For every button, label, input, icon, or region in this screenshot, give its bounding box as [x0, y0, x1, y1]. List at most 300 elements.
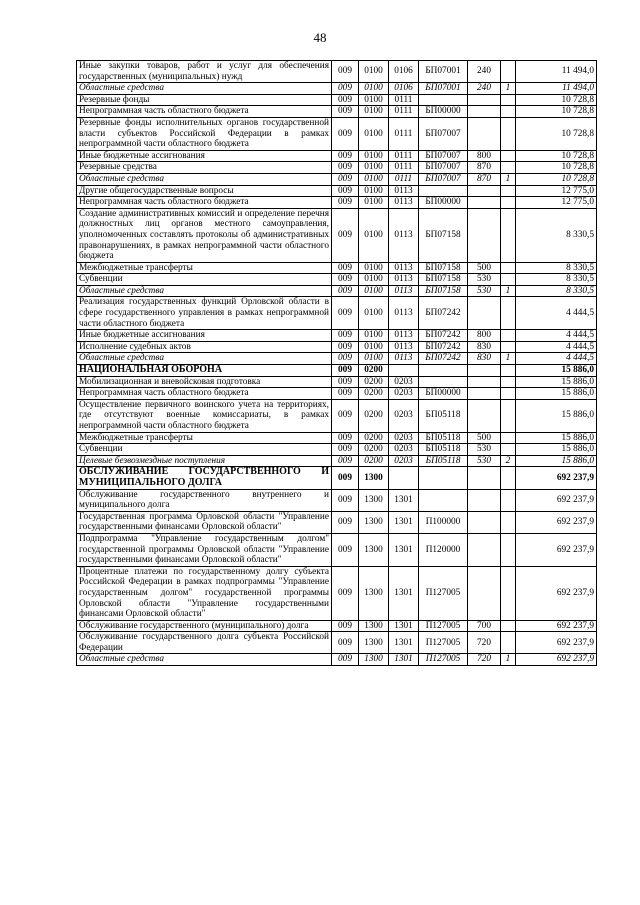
- subsection-code-cell: 0111: [389, 117, 419, 150]
- row-name-cell: Целевые безвозмездные поступления: [77, 455, 332, 467]
- subsection-code-cell: 0106: [389, 83, 419, 95]
- amount-cell: 8 330,5: [516, 208, 597, 262]
- amount-cell: 12 775,0: [516, 197, 597, 209]
- target-article-cell: БП05118: [419, 444, 468, 456]
- amount-cell: 692 237,9: [516, 533, 597, 566]
- amount-cell: 11 494,0: [516, 83, 597, 95]
- amount-cell: 15 886,0: [516, 455, 597, 467]
- ministry-code-cell: 009: [332, 353, 359, 365]
- section-code-cell: 0200: [359, 376, 389, 388]
- row-name-cell: Мобилизационная и вневойсковая подготовка: [77, 376, 332, 388]
- table-row: [77, 399, 597, 432]
- funding-source-cell: [501, 208, 516, 262]
- funding-source-cell: [501, 106, 516, 118]
- amount-cell: 4 444,5: [516, 330, 597, 342]
- row-name-cell: Непрограммная часть областного бюджета: [77, 106, 332, 118]
- expense-type-cell: 530: [468, 274, 501, 286]
- ministry-code-cell: 009: [332, 566, 359, 620]
- row-name-cell: Обслуживание государственного внутреннего и муниципального долга: [77, 489, 332, 511]
- target-article-cell: [419, 94, 468, 106]
- row-name-cell: Субвенции: [77, 274, 332, 286]
- ministry-code-cell: 009: [332, 262, 359, 274]
- row-name-cell: Подпрограмма "Управление государственным долгом" государственной программы Орловской области "Управление государственными финансами Орловской области": [77, 533, 332, 566]
- funding-source-cell: [501, 388, 516, 400]
- subsection-code-cell: 0113: [389, 262, 419, 274]
- ministry-code-cell: 009: [332, 285, 359, 297]
- subsection-code-cell: 0113: [389, 285, 419, 297]
- funding-source-cell: [501, 632, 516, 654]
- table-row: [77, 274, 597, 286]
- subsection-code-cell: 0203: [389, 444, 419, 456]
- subsection-code-cell: 0113: [389, 341, 419, 353]
- funding-source-cell: [501, 117, 516, 150]
- funding-source-cell: [501, 330, 516, 342]
- table-row: [77, 341, 597, 353]
- target-article-cell: БП07158: [419, 274, 468, 286]
- expense-type-cell: 800: [468, 330, 501, 342]
- ministry-code-cell: 009: [332, 117, 359, 150]
- ministry-code-cell: 009: [332, 274, 359, 286]
- section-code-cell: 0100: [359, 106, 389, 118]
- subsection-code-cell: 0111: [389, 94, 419, 106]
- section-code-cell: 0100: [359, 162, 389, 174]
- target-article-cell: П127005: [419, 620, 468, 632]
- table-row: [77, 61, 597, 83]
- row-name-cell: Резервные средства: [77, 162, 332, 174]
- section-code-cell: 0200: [359, 432, 389, 444]
- subsection-code-cell: [389, 365, 419, 377]
- amount-cell: 4 444,5: [516, 353, 597, 365]
- expense-type-cell: [468, 566, 501, 620]
- ministry-code-cell: 009: [332, 61, 359, 83]
- table-row: [77, 432, 597, 444]
- target-article-cell: [419, 489, 468, 511]
- target-article-cell: П127005: [419, 632, 468, 654]
- subsection-code-cell: 0113: [389, 297, 419, 330]
- amount-cell: 11 494,0: [516, 61, 597, 83]
- subsection-code-cell: 0111: [389, 106, 419, 118]
- target-article-cell: БП05118: [419, 432, 468, 444]
- subsection-code-cell: 1301: [389, 566, 419, 620]
- table-row: [77, 285, 597, 297]
- target-article-cell: [419, 365, 468, 377]
- table-row: [77, 632, 597, 654]
- expense-type-cell: [468, 511, 501, 533]
- funding-source-cell: 1: [501, 83, 516, 95]
- funding-source-cell: [501, 444, 516, 456]
- funding-source-cell: [501, 341, 516, 353]
- subsection-code-cell: 1301: [389, 533, 419, 566]
- expense-type-cell: 530: [468, 285, 501, 297]
- section-code-cell: 0200: [359, 388, 389, 400]
- subsection-code-cell: [389, 467, 419, 489]
- target-article-cell: П127005: [419, 654, 468, 666]
- row-name-cell: Резервные фонды: [77, 94, 332, 106]
- target-article-cell: БП07242: [419, 353, 468, 365]
- subsection-code-cell: 0113: [389, 330, 419, 342]
- target-article-cell: БП00000: [419, 388, 468, 400]
- expense-type-cell: [468, 399, 501, 432]
- expense-type-cell: [468, 467, 501, 489]
- ministry-code-cell: 009: [332, 173, 359, 185]
- subsection-code-cell: 0203: [389, 399, 419, 432]
- funding-source-cell: [501, 620, 516, 632]
- target-article-cell: БП07001: [419, 83, 468, 95]
- table-row: [77, 162, 597, 174]
- section-code-cell: 0100: [359, 197, 389, 209]
- ministry-code-cell: 009: [332, 365, 359, 377]
- row-name-cell: Создание административных комиссий и определение перечня должностных лиц органов местного самоуправления, уполномоченных составлять протоколы об административных правонарушениях, в рамках непрограммной части областного бюджета: [77, 208, 332, 262]
- amount-cell: 15 886,0: [516, 365, 597, 377]
- amount-cell: 10 728,8: [516, 150, 597, 162]
- expense-type-cell: 500: [468, 262, 501, 274]
- target-article-cell: БП07158: [419, 262, 468, 274]
- row-name-cell: Исполнение судебных актов: [77, 341, 332, 353]
- section-code-cell: 0100: [359, 185, 389, 197]
- table-row: [77, 297, 597, 330]
- target-article-cell: БП07007: [419, 162, 468, 174]
- funding-source-cell: 1: [501, 285, 516, 297]
- amount-cell: 10 728,8: [516, 173, 597, 185]
- funding-source-cell: [501, 467, 516, 489]
- subsection-code-cell: 0113: [389, 274, 419, 286]
- row-name-cell: Областные средства: [77, 285, 332, 297]
- row-name-cell: Иные бюджетные ассигнования: [77, 150, 332, 162]
- funding-source-cell: [501, 274, 516, 286]
- target-article-cell: БП07242: [419, 341, 468, 353]
- target-article-cell: [419, 467, 468, 489]
- section-code-cell: 1300: [359, 632, 389, 654]
- funding-source-cell: [501, 150, 516, 162]
- ministry-code-cell: 009: [332, 432, 359, 444]
- expense-type-cell: 800: [468, 150, 501, 162]
- ministry-code-cell: 009: [332, 444, 359, 456]
- funding-source-cell: [501, 533, 516, 566]
- target-article-cell: П127005: [419, 566, 468, 620]
- expense-type-cell: 720: [468, 654, 501, 666]
- expense-type-cell: [468, 297, 501, 330]
- subsection-code-cell: 0111: [389, 173, 419, 185]
- amount-cell: 8 330,5: [516, 285, 597, 297]
- target-article-cell: БП05118: [419, 399, 468, 432]
- ministry-code-cell: 009: [332, 162, 359, 174]
- funding-source-cell: [501, 94, 516, 106]
- funding-source-cell: 1: [501, 654, 516, 666]
- subsection-code-cell: 0203: [389, 455, 419, 467]
- table-row: [77, 388, 597, 400]
- subsection-code-cell: 0106: [389, 61, 419, 83]
- ministry-code-cell: 009: [332, 150, 359, 162]
- table-row: [77, 94, 597, 106]
- expense-type-cell: [468, 106, 501, 118]
- row-name-cell: Обслуживание государственного долга субъекта Российской Федерации: [77, 632, 332, 654]
- section-code-cell: 0100: [359, 341, 389, 353]
- funding-source-cell: [501, 511, 516, 533]
- subsection-code-cell: 1301: [389, 654, 419, 666]
- ministry-code-cell: 009: [332, 399, 359, 432]
- target-article-cell: П100000: [419, 511, 468, 533]
- subsection-code-cell: 0113: [389, 185, 419, 197]
- row-name-cell: Иные закупки товаров, работ и услуг для обеспечения государственных (муниципальных) нужд: [77, 61, 332, 83]
- expense-type-cell: [468, 94, 501, 106]
- amount-cell: 15 886,0: [516, 399, 597, 432]
- expense-type-cell: [468, 388, 501, 400]
- ministry-code-cell: 009: [332, 455, 359, 467]
- amount-cell: 692 237,9: [516, 654, 597, 666]
- expense-type-cell: 700: [468, 620, 501, 632]
- section-code-cell: 1300: [359, 533, 389, 566]
- row-name-cell: Государственная программа Орловской области "Управление государственными финансами Орловской области": [77, 511, 332, 533]
- table-row: [77, 444, 597, 456]
- target-article-cell: БП05118: [419, 455, 468, 467]
- subsection-code-cell: 0203: [389, 432, 419, 444]
- ministry-code-cell: 009: [332, 106, 359, 118]
- section-code-cell: 0100: [359, 83, 389, 95]
- amount-cell: 692 237,9: [516, 511, 597, 533]
- target-article-cell: БП07158: [419, 208, 468, 262]
- funding-source-cell: [501, 162, 516, 174]
- funding-source-cell: [501, 489, 516, 511]
- table-row: [77, 566, 597, 620]
- funding-source-cell: [501, 365, 516, 377]
- expense-type-cell: 830: [468, 341, 501, 353]
- amount-cell: 15 886,0: [516, 432, 597, 444]
- target-article-cell: БП07158: [419, 285, 468, 297]
- ministry-code-cell: 009: [332, 654, 359, 666]
- subsection-code-cell: 0111: [389, 150, 419, 162]
- expense-type-cell: 830: [468, 353, 501, 365]
- ministry-code-cell: 009: [332, 632, 359, 654]
- amount-cell: 15 886,0: [516, 376, 597, 388]
- funding-source-cell: [501, 197, 516, 209]
- section-code-cell: 0100: [359, 274, 389, 286]
- ministry-code-cell: 009: [332, 185, 359, 197]
- row-name-cell: Осуществление первичного воинского учета на территориях, где отсутствуют военные комиссариаты, в рамках непрограммной части областного бюджета: [77, 399, 332, 432]
- expense-type-cell: [468, 376, 501, 388]
- section-code-cell: 0100: [359, 330, 389, 342]
- ministry-code-cell: 009: [332, 511, 359, 533]
- table-row: [77, 173, 597, 185]
- section-code-cell: 0100: [359, 150, 389, 162]
- section-code-cell: 0100: [359, 173, 389, 185]
- subsection-code-cell: 0113: [389, 353, 419, 365]
- funding-source-cell: [501, 566, 516, 620]
- amount-cell: 692 237,9: [516, 467, 597, 489]
- table-row: [77, 533, 597, 566]
- expense-type-cell: [468, 197, 501, 209]
- amount-cell: 15 886,0: [516, 388, 597, 400]
- section-code-cell: 1300: [359, 654, 389, 666]
- table-row: [77, 262, 597, 274]
- section-code-cell: 0100: [359, 208, 389, 262]
- expense-type-cell: 240: [468, 61, 501, 83]
- expense-type-cell: [468, 185, 501, 197]
- row-name-cell: ОБСЛУЖИВАНИЕ ГОСУДАРСТВЕННОГО И МУНИЦИПАЛЬНОГО ДОЛГА: [77, 467, 332, 489]
- row-name-cell: Областные средства: [77, 353, 332, 365]
- section-code-cell: 1300: [359, 511, 389, 533]
- target-article-cell: БП07007: [419, 173, 468, 185]
- row-name-cell: Процентные платежи по государственному долгу субъекта Российской Федерации в рамках подпрограммы "Управление государственным долгом" государственной программы Орловской области "Управление государственными финансами Орловской области": [77, 566, 332, 620]
- expense-type-cell: 530: [468, 444, 501, 456]
- target-article-cell: БП07001: [419, 61, 468, 83]
- ministry-code-cell: 009: [332, 83, 359, 95]
- amount-cell: 10 728,8: [516, 162, 597, 174]
- page-number: 48: [313, 30, 327, 45]
- amount-cell: 692 237,9: [516, 632, 597, 654]
- target-article-cell: П120000: [419, 533, 468, 566]
- row-name-cell: Другие общегосударственные вопросы: [77, 185, 332, 197]
- table-row: [77, 511, 597, 533]
- section-code-cell: 0100: [359, 61, 389, 83]
- row-name-cell: Иные бюджетные ассигнования: [77, 330, 332, 342]
- expense-type-cell: [468, 489, 501, 511]
- target-article-cell: БП07242: [419, 297, 468, 330]
- ministry-code-cell: 009: [332, 376, 359, 388]
- amount-cell: 10 728,8: [516, 94, 597, 106]
- subsection-code-cell: 0113: [389, 208, 419, 262]
- funding-source-cell: 1: [501, 353, 516, 365]
- funding-source-cell: [501, 432, 516, 444]
- section-code-cell: 0100: [359, 353, 389, 365]
- ministry-code-cell: 009: [332, 489, 359, 511]
- amount-cell: 8 330,5: [516, 262, 597, 274]
- row-name-cell: Субвенции: [77, 444, 332, 456]
- target-article-cell: БП07007: [419, 117, 468, 150]
- table-row: [77, 620, 597, 632]
- section-code-cell: 0200: [359, 455, 389, 467]
- table-row: [77, 654, 597, 666]
- ministry-code-cell: 009: [332, 208, 359, 262]
- row-name-cell: Реализация государственных функций Орловской области в сфере государственного управления в рамках непрограммной части областного бюджета: [77, 297, 332, 330]
- section-code-cell: 1300: [359, 620, 389, 632]
- amount-cell: 12 775,0: [516, 185, 597, 197]
- ministry-code-cell: 009: [332, 341, 359, 353]
- expense-type-cell: 870: [468, 162, 501, 174]
- section-code-cell: 1300: [359, 467, 389, 489]
- expense-type-cell: [468, 533, 501, 566]
- table-row: [77, 353, 597, 365]
- target-article-cell: БП00000: [419, 106, 468, 118]
- subsection-code-cell: 1301: [389, 511, 419, 533]
- funding-source-cell: [501, 399, 516, 432]
- row-name-cell: НАЦИОНАЛЬНАЯ ОБОРОНА: [77, 365, 332, 377]
- expense-type-cell: 500: [468, 432, 501, 444]
- expense-type-cell: 240: [468, 83, 501, 95]
- table-row: [77, 330, 597, 342]
- row-name-cell: Резервные фонды исполнительных органов государственной власти субъектов Российской Федерации в рамках непрограммной части областного бюджета: [77, 117, 332, 150]
- table-row: [77, 376, 597, 388]
- ministry-code-cell: 009: [332, 197, 359, 209]
- ministry-code-cell: 009: [332, 330, 359, 342]
- subsection-code-cell: 1301: [389, 620, 419, 632]
- amount-cell: 10 728,8: [516, 117, 597, 150]
- ministry-code-cell: 009: [332, 467, 359, 489]
- table-row: [77, 106, 597, 118]
- amount-cell: 10 728,8: [516, 106, 597, 118]
- subsection-code-cell: 1301: [389, 632, 419, 654]
- budget-table-body: [77, 61, 597, 666]
- row-name-cell: Областные средства: [77, 654, 332, 666]
- target-article-cell: БП07007: [419, 150, 468, 162]
- row-name-cell: Межбюджетные трансферты: [77, 432, 332, 444]
- target-article-cell: [419, 185, 468, 197]
- target-article-cell: БП00000: [419, 197, 468, 209]
- row-name-cell: Обслуживание государственного (муниципального) долга: [77, 620, 332, 632]
- row-name-cell: Областные средства: [77, 173, 332, 185]
- amount-cell: 692 237,9: [516, 489, 597, 511]
- table-row: [77, 208, 597, 262]
- subsection-code-cell: 1301: [389, 489, 419, 511]
- subsection-code-cell: 0111: [389, 162, 419, 174]
- funding-source-cell: [501, 61, 516, 83]
- row-name-cell: Непрограммная часть областного бюджета: [77, 388, 332, 400]
- amount-cell: 15 886,0: [516, 444, 597, 456]
- expense-type-cell: [468, 208, 501, 262]
- funding-source-cell: [501, 185, 516, 197]
- ministry-code-cell: 009: [332, 620, 359, 632]
- amount-cell: 8 330,5: [516, 274, 597, 286]
- table-row: [77, 117, 597, 150]
- section-code-cell: 1300: [359, 566, 389, 620]
- funding-source-cell: [501, 297, 516, 330]
- subsection-code-cell: 0203: [389, 388, 419, 400]
- table-row: [77, 365, 597, 377]
- section-code-cell: 0100: [359, 94, 389, 106]
- section-code-cell: 0100: [359, 262, 389, 274]
- budget-table: [76, 60, 597, 666]
- row-name-cell: Межбюджетные трансферты: [77, 262, 332, 274]
- funding-source-cell: [501, 376, 516, 388]
- section-code-cell: 0200: [359, 399, 389, 432]
- table-row: [77, 197, 597, 209]
- section-code-cell: 0100: [359, 297, 389, 330]
- ministry-code-cell: 009: [332, 94, 359, 106]
- expense-type-cell: 530: [468, 455, 501, 467]
- table-row: [77, 150, 597, 162]
- row-name-cell: Областные средства: [77, 83, 332, 95]
- subsection-code-cell: 0203: [389, 376, 419, 388]
- expense-type-cell: [468, 117, 501, 150]
- ministry-code-cell: 009: [332, 297, 359, 330]
- table-row: [77, 467, 597, 489]
- amount-cell: 692 237,9: [516, 620, 597, 632]
- table-row: [77, 83, 597, 95]
- amount-cell: 4 444,5: [516, 341, 597, 353]
- amount-cell: 4 444,5: [516, 297, 597, 330]
- section-code-cell: 0100: [359, 285, 389, 297]
- table-row: [77, 455, 597, 467]
- funding-source-cell: 1: [501, 173, 516, 185]
- row-name-cell: Непрограммная часть областного бюджета: [77, 197, 332, 209]
- ministry-code-cell: 009: [332, 533, 359, 566]
- table-row: [77, 489, 597, 511]
- section-code-cell: 0200: [359, 444, 389, 456]
- expense-type-cell: 720: [468, 632, 501, 654]
- section-code-cell: 0100: [359, 117, 389, 150]
- section-code-cell: 0200: [359, 365, 389, 377]
- section-code-cell: 1300: [359, 489, 389, 511]
- ministry-code-cell: 009: [332, 388, 359, 400]
- funding-source-cell: [501, 262, 516, 274]
- target-article-cell: [419, 376, 468, 388]
- subsection-code-cell: 0113: [389, 197, 419, 209]
- funding-source-cell: 2: [501, 455, 516, 467]
- expense-type-cell: 870: [468, 173, 501, 185]
- target-article-cell: БП07242: [419, 330, 468, 342]
- table-row: [77, 185, 597, 197]
- amount-cell: 692 237,9: [516, 566, 597, 620]
- expense-type-cell: [468, 365, 501, 377]
